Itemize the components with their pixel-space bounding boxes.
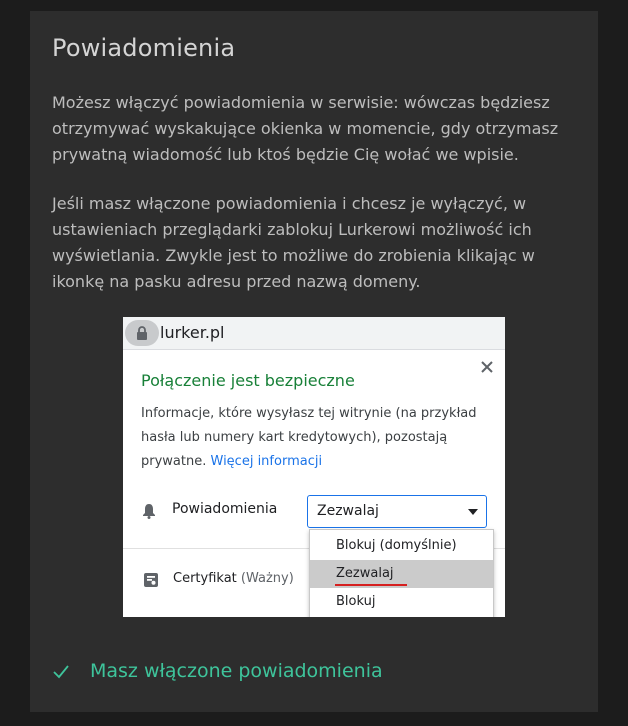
close-icon [479,359,495,375]
permission-options-list [309,529,494,617]
connection-secure-title: Połączenie jest bezpieczne [141,371,355,390]
option-block: Blokuj [336,594,376,609]
privacy-info-text: Informacje, które wysyłasz tej witrynie (na przykład hasła lub numery kart kredytowych), pozostają prywatne. [141,406,477,469]
option-block-default: Blokuj (domyślnie) [336,538,457,553]
site-url: lurker.pl [160,323,225,342]
browser-permissions-illustration [123,317,505,617]
highlight-underline [335,584,407,586]
site-info-button [125,320,159,346]
certificate-text: Certyfikat [173,571,237,586]
certificate-status: (Ważny) [240,571,294,586]
intro-paragraph: Możesz włączyć powiadomienia w serwisie: wówczas będziesz otrzymywać wyskakujące okienka w momencie, gdy otrzymasz prywatną wiadomość lub ktoś będzie Cię wołać we wpisie. [52,93,559,164]
notifications-permission-label: Powiadomienia [172,501,278,517]
certificate-label [173,571,294,586]
notifications-permission-select [307,495,487,528]
option-allow-label: Zezwalaj [336,566,394,581]
disable-instructions-paragraph: Jeśli masz włączone powiadomienia i chcesz je wyłączyć, w ustawieniach przeglądarki zablokuj Lurkerowi możliwość ich wyświetlania. Zwykle jest to możliwe do zrobienia klikając w ikonkę na pasku adresu przed nazwą domeny. [52,194,535,291]
privacy-info [141,402,491,474]
option-allow [310,560,493,588]
address-bar [123,317,505,350]
section-title: Powiadomienia [52,34,236,62]
notifications-panel [30,11,598,712]
lock-icon [136,326,148,340]
more-info-link: Więcej informacji [210,454,323,469]
notifications-enabled-text: Masz włączone powiadomienia [90,660,383,682]
certificate-icon [144,573,158,587]
check-icon [52,663,70,679]
dropdown-arrow-icon [468,509,478,515]
selected-permission: Zezwalaj [317,503,379,519]
bell-icon [142,503,156,519]
